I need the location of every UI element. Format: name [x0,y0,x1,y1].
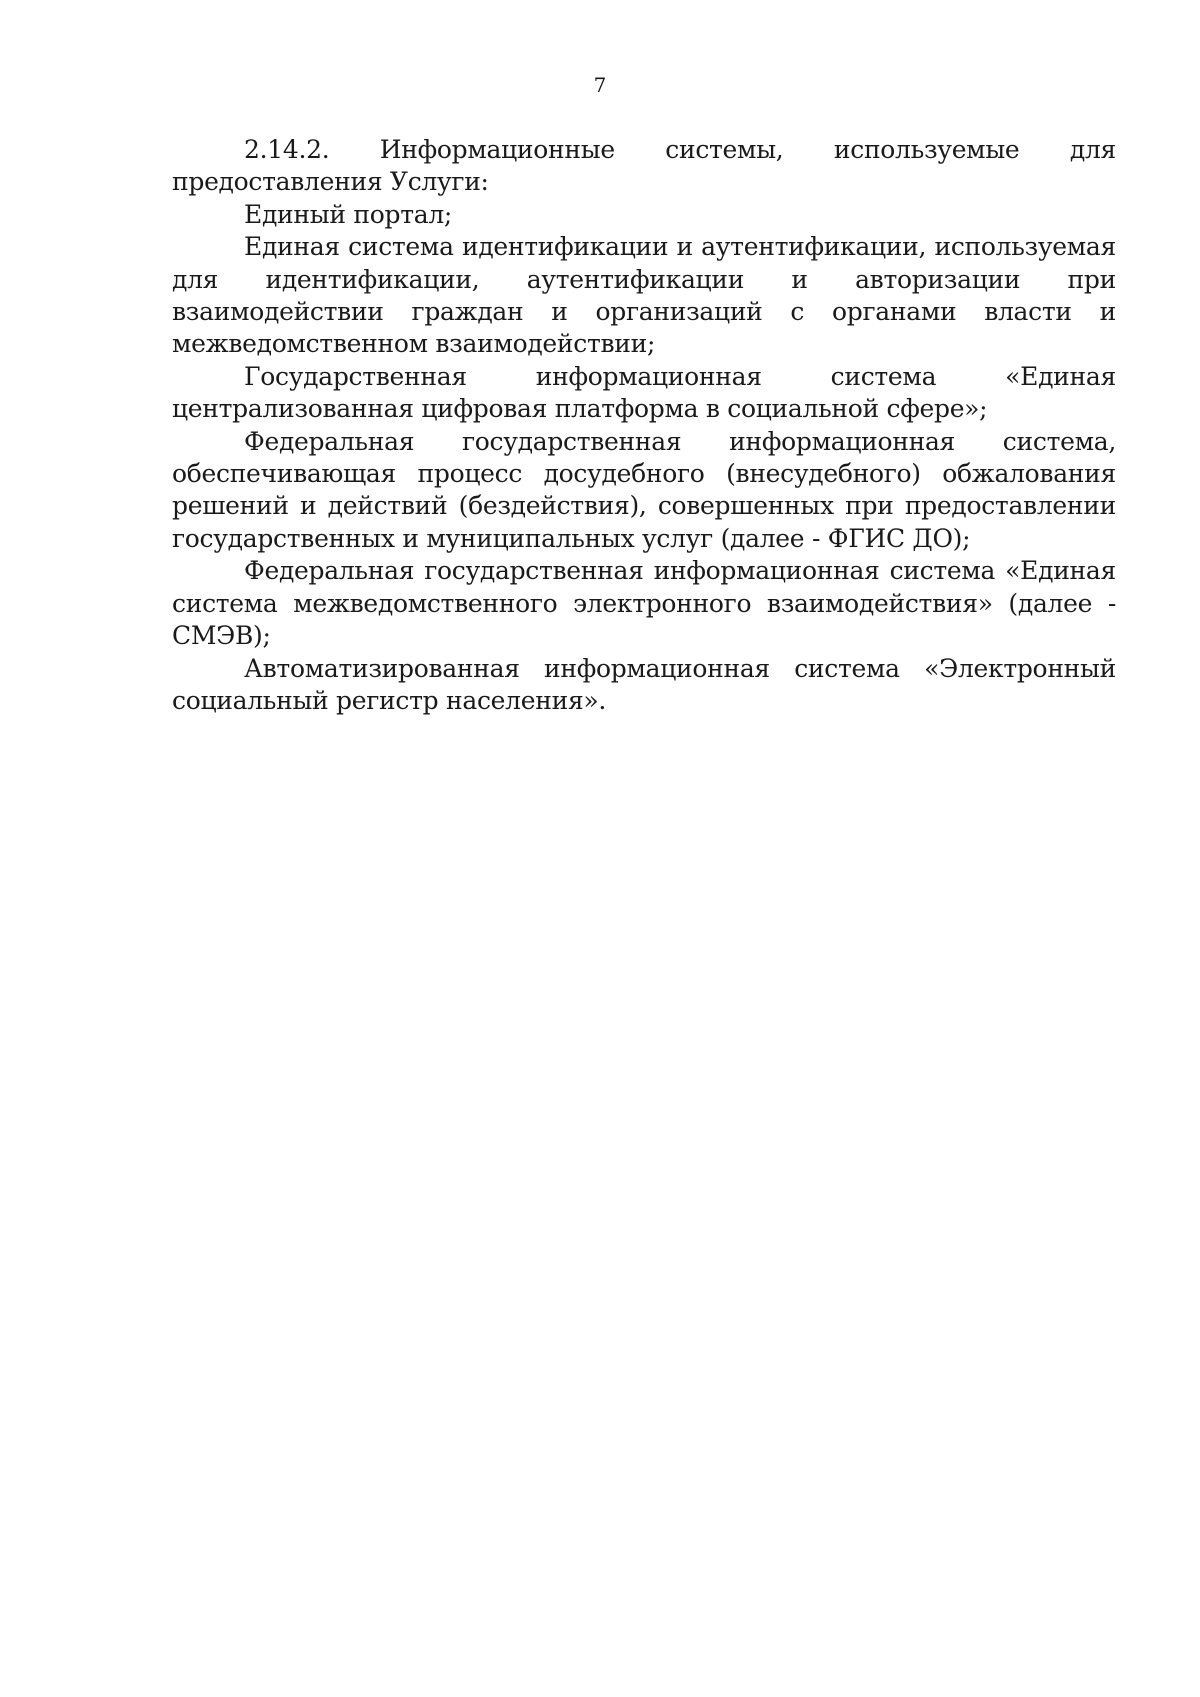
list-item-unified-portal: Единый портал; [244,199,453,229]
list-item-social-platform: Государственная информационная система «Единая централизованная цифровая платформа в социальной сфере»; [172,361,1116,424]
list-item-social-register: Автоматизированная информационная система «Электронный социальный регистр населения». [172,653,1116,715]
list-item-fgis-do: Федеральная государственная информационная система, обеспечивающая процесс досудебного (внесудебного) обжалования решений и действий (бездействия), совершенных при предоставлении государственных и муниципальных услуг (далее - ФГИС ДО); [172,426,1116,553]
list-item-smev: Федеральная государственная информационная система «Единая система межведомственного электронного взаимодействия» (далее - СМЭВ); [172,556,1116,651]
page-number: 7 [593,73,607,97]
document-body [172,134,1116,717]
list-item-esia: Единая система идентификации и аутентификации, используемая для идентификации, аутентификации и авторизации при взаимодействии граждан и организаций с органами власти и межведомственном взаимодействии; [172,232,1116,359]
section-heading-2-14-2: 2.14.2. Информационные системы, используемые для предоставления Услуги: [172,135,1116,197]
